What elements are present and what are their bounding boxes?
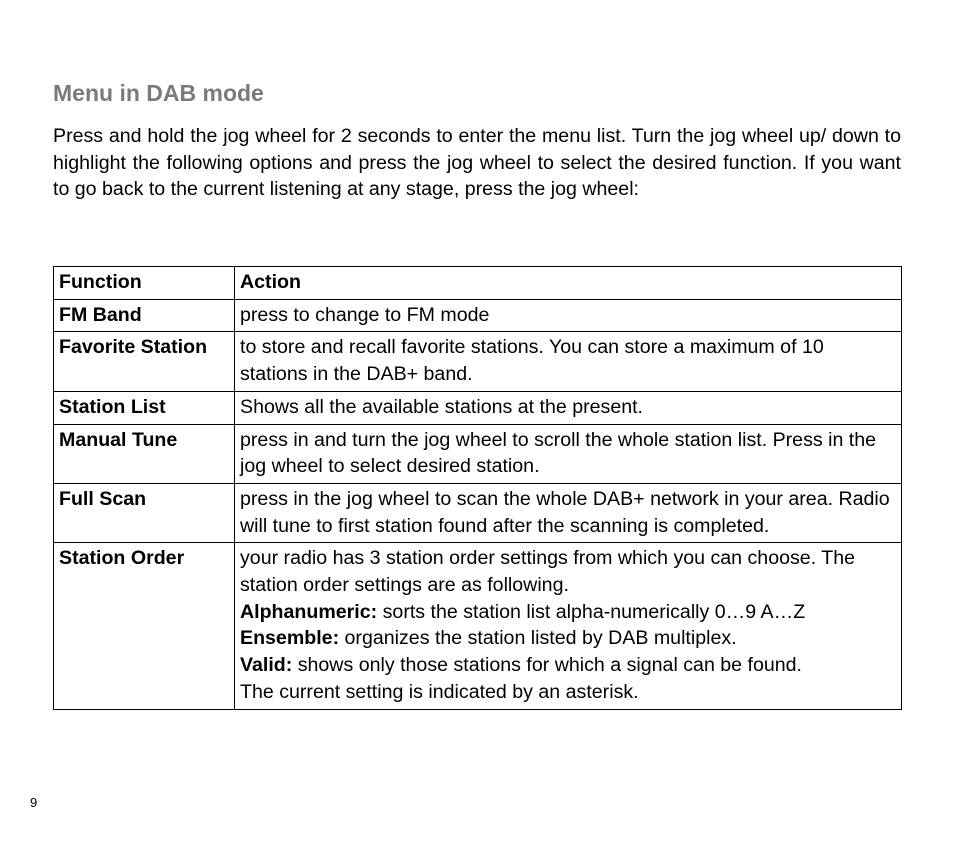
option-alphanumeric	[240, 599, 896, 626]
option-label: Valid:	[240, 654, 293, 677]
intro-paragraph: Press and hold the jog wheel for 2 seconds to enter the menu list. Turn the jog wheel up/ down to highlight the following options and press the jog wheel to select the desired function. If you want to go back to the current listening at any stage, press the jog wheel:	[53, 125, 901, 201]
function-cell: Station List	[54, 391, 235, 424]
action-cell: press to change to FM mode	[235, 299, 902, 332]
option-valid	[240, 652, 896, 679]
station-order-description: your radio has 3 station order settings from which you can choose. The station order settings are as following.	[240, 547, 855, 597]
function-cell: FM Band	[54, 299, 235, 332]
action-cell: Shows all the available stations at the present.	[235, 391, 902, 424]
action-cell: press in the jog wheel to scan the whole DAB+ network in your area. Radio will tune to first station found after the scanning is completed.	[235, 483, 902, 542]
option-label: Alphanumeric:	[240, 600, 378, 623]
action-cell	[235, 543, 902, 709]
table-row	[54, 391, 902, 424]
option-text: sorts the station list alpha-numerically 0…9 A…Z	[377, 600, 806, 623]
option-text: shows only those stations for which a signal can be found.	[292, 654, 802, 677]
page-number: 9	[30, 795, 38, 810]
function-cell: Manual Tune	[54, 424, 235, 483]
station-order-note: The current setting is indicated by an asterisk.	[240, 680, 639, 703]
table-row	[54, 543, 902, 709]
function-cell: Station Order	[54, 543, 235, 709]
function-cell: Full Scan	[54, 483, 235, 542]
section-heading: Menu in DAB mode	[53, 80, 264, 106]
option-ensemble	[240, 625, 896, 652]
option-label: Ensemble:	[240, 627, 340, 650]
function-table	[53, 266, 902, 710]
action-cell: to store and recall favorite stations. You can store a maximum of 10 stations in the DAB+ band.	[235, 332, 902, 391]
table-row	[54, 332, 902, 391]
table-row	[54, 299, 902, 332]
action-cell: press in and turn the jog wheel to scroll the whole station list. Press in the jog wheel to select desired station.	[235, 424, 902, 483]
table-header-row	[54, 267, 902, 300]
header-action: Action	[235, 267, 902, 300]
table-row	[54, 483, 902, 542]
table-row	[54, 424, 902, 483]
function-cell: Favorite Station	[54, 332, 235, 391]
option-text: organizes the station listed by DAB multiplex.	[339, 627, 737, 650]
header-function: Function	[54, 267, 235, 300]
